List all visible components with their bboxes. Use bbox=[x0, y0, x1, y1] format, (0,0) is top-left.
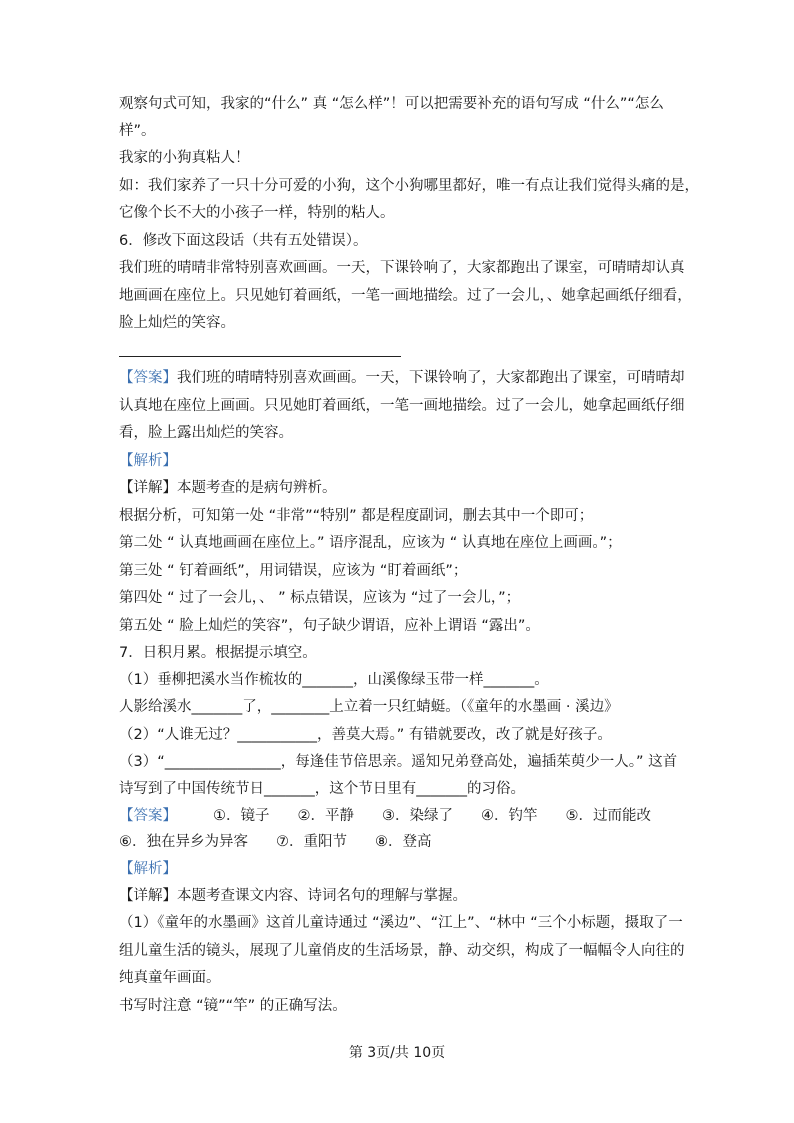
text-line: 人影给溪水_______了，________上立着一只红蜻蜓。（《童年的水墨画 · 溪边》 bbox=[119, 699, 619, 715]
answer-option: ⑧．登高 bbox=[375, 834, 432, 850]
answer-option: ④．钓竿 bbox=[481, 808, 538, 824]
text-line: 认真地在座位上画画。只见她盯着画纸，一笔一画地描绘。过了一会儿，她拿起画纸仔细 bbox=[119, 398, 685, 414]
analysis-tag: 【解析】 bbox=[119, 453, 177, 469]
answer-option: ②．平静 bbox=[297, 808, 354, 824]
page-footer: 第 3页/共 10页 bbox=[348, 1045, 446, 1061]
text-line: 组儿童生活的镜头，展现了儿童俏皮的生活场景，静、动交织，构成了一幅幅令人向往的 bbox=[119, 943, 685, 959]
text-line: 样”。 bbox=[119, 123, 156, 139]
answer-option: ⑦．重阳节 bbox=[276, 834, 347, 850]
text-line: 第二处 “ 认真地画画在座位上。” 语序混乱，应该为 “ 认真地在座位上画画。”； bbox=[119, 535, 622, 551]
text-line: （2）“人谁无过？___________，善莫大焉。” 有错就要改，改了就是好孩子。 bbox=[119, 727, 612, 743]
text-line: 脸上灿烂的笑容。 bbox=[119, 315, 235, 331]
text-line: 地画画在座位上。只见她钉着画纸，一笔一画地描绘。过了一会儿，、她拿起画纸仔细看， bbox=[119, 288, 692, 304]
answer-line bbox=[119, 368, 685, 388]
analysis-tag: 【解析】 bbox=[119, 861, 177, 877]
text-line: 它像个长不大的小孩子一样，特别的粘人。 bbox=[119, 205, 395, 221]
text-line: 第三处 “ 钉着画纸”，用词错误，应该为 “盯着画纸”； bbox=[119, 563, 468, 579]
answer-tag: 【答案】 bbox=[119, 370, 177, 386]
answer-line bbox=[119, 806, 651, 826]
answer-tag: 【答案】 bbox=[119, 808, 177, 824]
answer-text: 我们班的晴晴特别喜欢画画。一天，下课铃响了，大家都跑出了课室，可晴晴却 bbox=[177, 370, 685, 386]
question-6-title: 6．修改下面这段话（共有五处错误）。 bbox=[119, 233, 368, 249]
text-line: 第四处 “ 过了一会儿，、 ” 标点错误，应该为 “过了一会儿，”； bbox=[119, 590, 521, 606]
text-line: 诗写到了中国传统节日_______，这个节日里有_______的习俗。 bbox=[119, 781, 525, 797]
answer-option: ⑤．过而能改 bbox=[565, 808, 651, 824]
answer-option: ①．镜子 bbox=[213, 808, 270, 824]
text-line: 纯真童年画面。 bbox=[119, 970, 221, 986]
question-7-title: 7．日积月累。根据提示填空。 bbox=[119, 645, 317, 661]
text-line: 书写时注意 “镜”“竿” 的正确写法。 bbox=[119, 998, 347, 1014]
text-line: （3）“________________，每逢佳节倍思亲。遥知兄弟登高处，遍插茱萸少一人。” 这首 bbox=[119, 754, 678, 770]
answer-blank-line bbox=[119, 356, 401, 357]
text-line: 根据分析，可知第一处 “非常”“特别” 都是程度副词，删去其中一个即可； bbox=[119, 508, 594, 524]
text-line: 我家的小狗真粘人！ bbox=[119, 150, 250, 166]
text-line: （1）垂柳把溪水当作梳妆的_______，山溪像绿玉带一样_______。 bbox=[119, 672, 549, 688]
answer-option: ⑥．独在异乡为异客 bbox=[119, 834, 248, 850]
text-line: （1）《童年的水墨画》这首儿童诗通过 “溪边”、“江上”、“林中 “三个小标题，摄取了一 bbox=[119, 915, 683, 931]
answer-line bbox=[119, 832, 460, 852]
text-line: 【详解】本题考查的是病句辨析。 bbox=[119, 480, 337, 496]
text-line: 我们班的晴晴非常特别喜欢画画。一天，下课铃响了，大家都跑出了课室，可晴晴却认真 bbox=[119, 260, 685, 276]
text-line: 【详解】本题考查课文内容、诗词名句的理解与掌握。 bbox=[119, 888, 467, 904]
text-line: 看，脸上露出灿烂的笑容。 bbox=[119, 425, 293, 441]
text-line: 观察句式可知，我家的“什么” 真 “怎么样”！可以把需要补充的语句写成 “什么”“怎么 bbox=[119, 96, 664, 112]
text-line: 如：我们家养了一只十分可爱的小狗，这个小狗哪里都好，唯一有点让我们觉得头痛的是， bbox=[119, 178, 699, 194]
answer-option: ③．染绿了 bbox=[382, 808, 453, 824]
text-line: 第五处 “ 脸上灿烂的笑容”，句子缺少谓语，应补上谓语 “露出”。 bbox=[119, 618, 540, 634]
